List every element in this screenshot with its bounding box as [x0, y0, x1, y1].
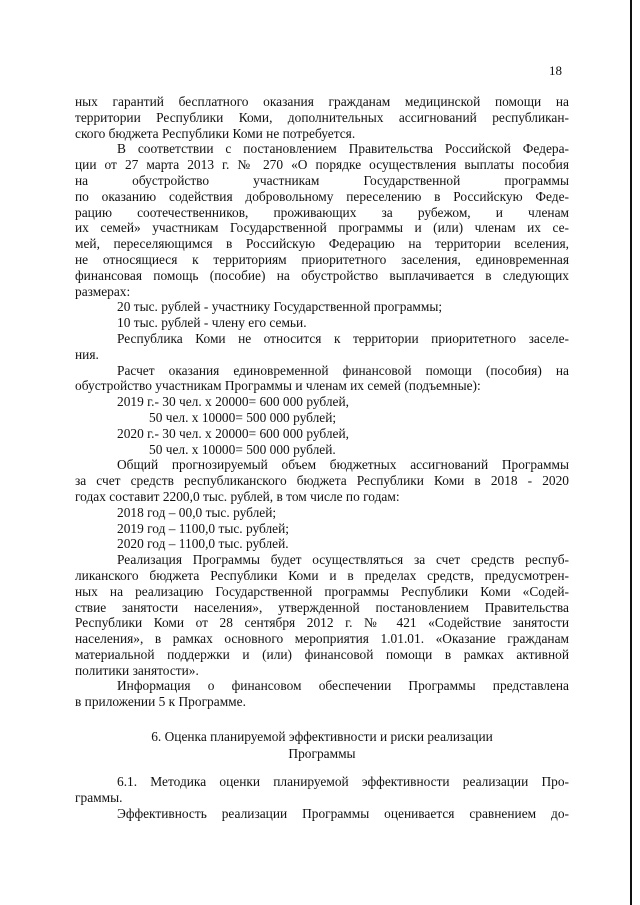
text-line: по оказанию содействия добровольному переселению в Российскую Феде-	[75, 188, 569, 204]
text-line: 2019 г.- 30 чел. х 20000= 600 000 рублей,	[117, 394, 350, 410]
text-line: ции от 27 марта 2013 г. № 270 «О порядке осуществления выплаты пособия	[75, 157, 569, 173]
text-line: материальной поддержки и (или) финансовой помощи в рамках активной	[75, 646, 569, 662]
text-line: граммы.	[75, 789, 123, 805]
page-edge-line	[630, 0, 632, 905]
text-line: ского бюджета Республики Коми не потребуется.	[75, 125, 356, 141]
text-line: не относящиеся к территориям приоритетного заселения, единовременная	[75, 251, 569, 267]
text-line: 2020 г.- 30 чел. х 20000= 600 000 рублей,	[117, 425, 350, 441]
text-line: территории Республики Коми, дополнительных ассигнований республикан-	[75, 109, 569, 125]
text-line: политики занятости».	[75, 662, 199, 678]
text-line: рацию соотечественников, проживающих за рубежом, и членам	[75, 204, 569, 220]
text-line: ных гарантий бесплатного оказания гражданам медицинской помощи на	[75, 94, 569, 109]
text-line: размерах:	[75, 283, 131, 299]
text-line: 6.1. Методика оценки планируемой эффективности реализации Про-	[117, 774, 569, 790]
text-line: 10 тыс. рублей - члену его семьи.	[117, 315, 307, 331]
text-line: Расчет оказания единовременной финансовой помощи (пособия) на	[117, 362, 569, 378]
text-line: за счет средств республиканского бюджета Республики Коми в 2018 - 2020	[75, 473, 569, 489]
text-line: Республики Коми от 28 сентября 2012 г. № 421 «Содействие занятости	[75, 615, 569, 631]
text-line: ликанского бюджета Республики Коми и в пределах средств, предусмотрен-	[75, 567, 569, 583]
spacer	[75, 710, 569, 728]
text-line: мей, переселяющимся в Российскую Федерацию на территории вселения,	[75, 236, 569, 252]
text-line: обустройство участникам Программы и членам их семей (подъемные):	[75, 378, 481, 394]
text-line: на обустройство участникам Государственной программы	[75, 172, 569, 188]
text-line: 20 тыс. рублей - участнику Государственной программы;	[117, 299, 443, 315]
text-line: их семей» участникам Государственной программы и (или) членам их се-	[75, 220, 569, 236]
text-line: ния.	[75, 346, 99, 362]
text-line: 50 чел. х 10000= 500 000 рублей;	[149, 409, 337, 425]
text-line: Общий прогнозируемый объем бюджетных ассигнований Программы	[117, 457, 569, 473]
text-line: Республика Коми не относится к территории приоритетного заселе-	[117, 330, 569, 346]
body-text	[75, 94, 569, 821]
text-line: 2019 год – 1100,0 тыс. рублей;	[117, 520, 289, 536]
text-line: ных на реализацию Государственной программы Республики Коми «Содей-	[75, 583, 569, 599]
text-line: Информация о финансовом обеспечении Программы представлена	[117, 678, 569, 694]
text-line: населения», в рамках основного мероприятия 1.01.01. «Оказание гражданам	[75, 631, 569, 647]
text-line: 50 чел. х 10000= 500 000 рублей.	[149, 441, 336, 457]
text-line: финансовая помощь (пособие) на обустройство выплачивается в следующих	[75, 267, 569, 283]
text-line: годах составит 2200,0 тыс. рублей, в том числе по годам:	[75, 488, 400, 504]
text-line: В соответствии с постановлением Правительства Российской Федера-	[117, 141, 569, 157]
text-line: ствие занятости населения», утвержденной постановлением Правительства	[75, 599, 569, 615]
spacer	[75, 762, 569, 774]
page-number: 18	[549, 63, 562, 78]
text-line: 2020 год – 1100,0 тыс. рублей.	[117, 536, 289, 552]
section-heading: Программы	[288, 746, 356, 762]
text-line: Эффективность реализации Программы оценивается сравнением до-	[117, 805, 569, 821]
text-line: Реализация Программы будет осуществляться за счет средств респуб-	[117, 552, 569, 568]
text-line: 2018 год – 00,0 тыс. рублей;	[117, 504, 277, 520]
section-heading: 6. Оценка планируемой эффективности и риски реализации	[151, 729, 493, 745]
text-line: в приложении 5 к Программе.	[75, 694, 246, 710]
